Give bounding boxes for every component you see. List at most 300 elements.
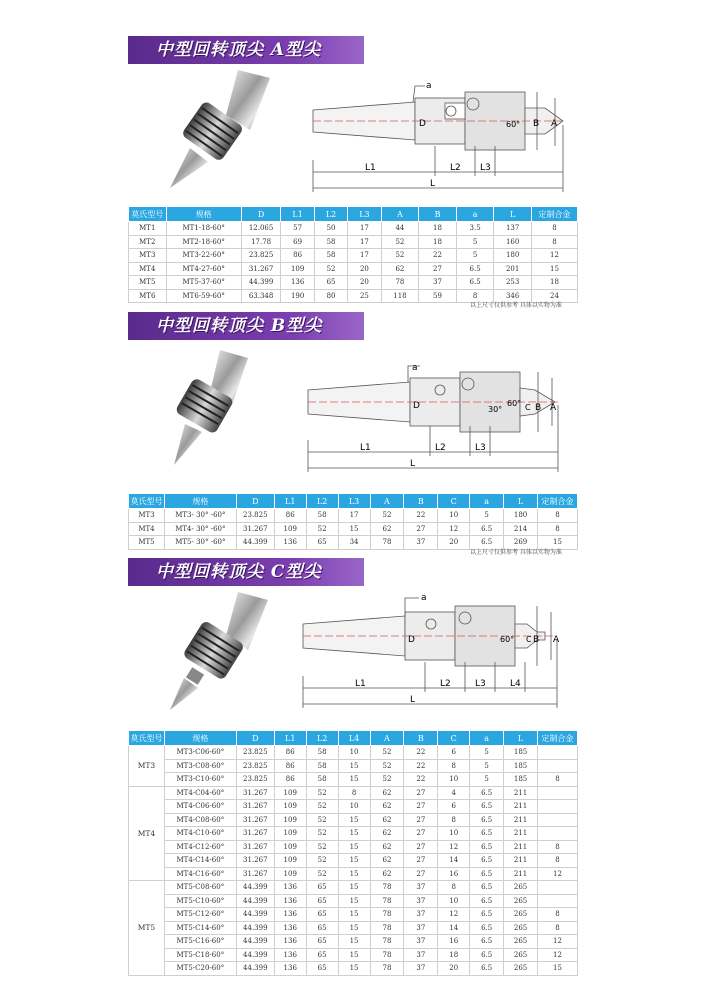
table-cell: 15 [338,827,370,841]
dim-b-big-a-label: A [550,403,557,413]
table-cell: 180 [504,509,538,523]
table-cell: 5 [456,249,494,263]
table-cell [538,746,578,760]
table-cell: 50 [314,222,347,236]
table-cell: 24 [531,289,577,303]
table-cell: 78 [370,881,404,895]
table-cell: 8 [538,921,578,935]
column-header: L1 [281,207,314,222]
table-cell: 62 [370,854,404,868]
table-cell: 65 [306,935,338,949]
table-cell: 160 [494,235,532,249]
table-cell: 10 [438,773,470,787]
table-cell: 269 [504,536,538,550]
table-cell: MT5-C18-60° [164,948,236,962]
table-cell: 211 [504,827,538,841]
table-cell: 15 [338,759,370,773]
table-cell: 265 [504,962,538,976]
dim-b-b-label: B [535,403,542,413]
table-cell: 52 [306,522,338,536]
table-cell: 5 [470,509,504,523]
table-cell: MT2-18-60° [166,235,241,249]
table-row [129,249,578,263]
table-cell: 78 [381,276,419,290]
table-cell: MT5-C10-60° [164,894,236,908]
table-cell: 23.825 [236,773,274,787]
table-cell: 27 [404,854,438,868]
group-model: MT3 [129,746,165,787]
table-row [129,773,578,787]
table-cell: 15 [338,962,370,976]
table-cell: 8 [531,222,577,236]
table-cell [538,881,578,895]
table-cell: 52 [306,786,338,800]
table-cell: 10 [438,894,470,908]
table-cell: 52 [370,773,404,787]
table-cell: 44.399 [236,881,274,895]
table-cell: MT3-C06-60° [164,746,236,760]
table-cell: 109 [274,813,306,827]
table-cell: 37 [404,894,438,908]
dim-b-l1-label: L1 [360,443,371,453]
table-cell: 17 [348,249,381,263]
table-row [129,908,578,922]
table-cell: 6.5 [470,522,504,536]
table-cell: 23.825 [236,509,274,523]
table-cell: 12.065 [241,222,281,236]
table-cell: 31.267 [236,522,274,536]
row-model: MT5 [129,276,167,290]
dim-d-label: D [419,119,426,129]
table-cell: 109 [274,522,306,536]
table-cell: 18 [419,222,457,236]
table-cell: 37 [404,935,438,949]
column-header: B [419,207,457,222]
table-cell: 265 [504,935,538,949]
table-cell: 52 [314,262,347,276]
dim-c-c-label: C [526,635,532,644]
table-row [129,800,578,814]
dim-big-a-label: A [551,119,558,129]
column-header: D [236,731,274,746]
table-cell: 15 [338,881,370,895]
table-cell: 69 [281,235,314,249]
table-cell: MT4-C06-60° [164,800,236,814]
table-cell: 44.399 [241,276,281,290]
table-cell: MT4-C14-60° [164,854,236,868]
table-cell: 8 [338,786,370,800]
column-header: A [381,207,419,222]
table-cell: 20 [348,276,381,290]
table-cell: 22 [404,509,438,523]
dim-b-label: B [533,119,540,129]
table-cell: 6.5 [470,948,504,962]
table-cell: 8 [438,881,470,895]
table-cell: 8 [538,522,578,536]
dim-c-d-label: D [408,635,415,645]
table-row [129,746,578,760]
column-header: C [438,494,470,509]
table-cell: 20 [348,262,381,276]
table-cell: 78 [370,935,404,949]
live-center-b-photo [160,350,270,470]
table-cell: 31.267 [236,867,274,881]
dim-c-l4-label: L4 [510,679,521,689]
table-cell: 109 [274,827,306,841]
table-cell: 52 [306,840,338,854]
table-cell: MT4-C10-60° [164,827,236,841]
table-cell: 78 [370,948,404,962]
table-cell: 185 [504,746,538,760]
column-header: D [241,207,281,222]
column-header: D [236,494,274,509]
table-cell: 37 [404,962,438,976]
table-cell: 6.5 [470,800,504,814]
table-row [129,262,578,276]
table-cell: 5 [470,746,504,760]
table-cell: MT4-C08-60° [164,813,236,827]
table-cell: 25 [348,289,381,303]
dim-c-l1-label: L1 [355,679,366,689]
dim-b-l3-label: L3 [475,443,486,453]
table-cell: 109 [274,786,306,800]
column-header: L3 [348,207,381,222]
table-row [129,867,578,881]
table-cell [538,800,578,814]
table-cell: 31.267 [236,786,274,800]
row-model: MT5 [129,536,165,550]
table-cell: 44.399 [236,962,274,976]
table-cell: 31.267 [236,800,274,814]
table-cell: 65 [306,908,338,922]
table-cell: 10 [338,800,370,814]
table-cell: 22 [404,773,438,787]
table-cell: 253 [494,276,532,290]
table-cell: 15 [531,262,577,276]
table-cell: 5 [470,773,504,787]
group-model: MT5 [129,881,165,976]
dim-b-d-label: D [413,401,420,411]
table-cell: 31.267 [241,262,281,276]
table-cell: 136 [274,894,306,908]
table-cell: 15 [538,962,578,976]
table-cell: 65 [306,962,338,976]
table-row [129,935,578,949]
column-header: L2 [306,731,338,746]
table-cell: 44.399 [236,921,274,935]
table-row [129,276,578,290]
table-row [129,786,578,800]
table-row [129,813,578,827]
table-cell: 52 [370,759,404,773]
table-cell: 57 [281,222,314,236]
table-cell: 37 [419,276,457,290]
table-cell: 211 [504,813,538,827]
live-center-c-photo [160,592,280,714]
table-row [129,921,578,935]
table-cell: 8 [538,509,578,523]
table-cell: 62 [370,786,404,800]
table-cell: 265 [504,894,538,908]
table-cell [538,827,578,841]
table-cell: 265 [504,881,538,895]
note-b: 以上尺寸仅供参考 具体以实物为准 [470,549,562,556]
column-header: 定制合金 [538,494,578,509]
table-cell: MT4-C04-60° [164,786,236,800]
table-cell: 37 [404,948,438,962]
dim-l2-label: L2 [450,163,461,173]
column-header: C [438,731,470,746]
table-cell: 14 [438,921,470,935]
table-cell: 17 [348,222,381,236]
row-model: MT6 [129,289,167,303]
dim-b-angle1-label: 30° [488,405,503,414]
table-cell: 78 [370,921,404,935]
table-cell: 136 [274,881,306,895]
column-header: L2 [314,207,347,222]
section-a-title: 中型回转顶尖 A型尖 [128,36,364,64]
table-cell: 27 [404,786,438,800]
table-cell: 15 [338,867,370,881]
table-cell: 44.399 [236,948,274,962]
table-cell: 15 [338,813,370,827]
table-cell: 118 [381,289,419,303]
live-center-a-photo [150,70,285,195]
table-cell: 346 [494,289,532,303]
table-cell: 52 [370,746,404,760]
table-cell: 136 [274,948,306,962]
table-cell: 12 [538,935,578,949]
table-cell: 27 [404,840,438,854]
table-cell: MT5-C12-60° [164,908,236,922]
table-cell: 8 [531,235,577,249]
table-cell: MT5-C20-60° [164,962,236,976]
column-header: L [504,494,538,509]
table-cell: 12 [538,867,578,881]
table-cell: 23.825 [236,759,274,773]
row-model: MT1 [129,222,167,236]
table-cell [538,813,578,827]
table-cell: MT4-27-60° [166,262,241,276]
table-cell: 86 [274,509,306,523]
table-cell: 10 [338,746,370,760]
dim-b-angle2-label: 60° [507,399,522,408]
table-cell: 23.825 [236,746,274,760]
table-row [129,759,578,773]
table-cell: 6.5 [470,894,504,908]
table-cell: 136 [281,276,314,290]
table-cell: MT4-C16-60° [164,867,236,881]
live-center-c-drawing [295,592,570,710]
table-cell: 52 [306,867,338,881]
table-cell: 10 [438,509,470,523]
table-cell: 136 [274,935,306,949]
table-cell: 8 [538,854,578,868]
table-cell: 65 [306,948,338,962]
table-cell: 109 [274,854,306,868]
table-cell: 211 [504,800,538,814]
table-cell: 22 [404,759,438,773]
table-cell: 3.5 [456,222,494,236]
table-cell: 58 [314,249,347,263]
table-cell: 6 [438,800,470,814]
table-cell: MT5- 30° -60° [164,536,236,550]
table-cell: 15 [338,773,370,787]
table-cell: 23.825 [241,249,281,263]
column-header: A [370,494,404,509]
column-header: L1 [274,731,306,746]
table-cell: 78 [370,908,404,922]
table-cell: 265 [504,921,538,935]
section-c-title: 中型回转顶尖 C型尖 [128,558,364,586]
dim-angle-label: 60° [506,120,521,129]
table-cell: 190 [281,289,314,303]
table-cell: 58 [306,773,338,787]
column-header: a [470,494,504,509]
table-cell: 37 [404,881,438,895]
table-cell: 15 [338,840,370,854]
table-cell: 211 [504,867,538,881]
table-cell: 59 [419,289,457,303]
table-cell: 27 [404,522,438,536]
table-cell: 52 [370,509,404,523]
table-cell: 18 [531,276,577,290]
table-cell: 6.5 [470,786,504,800]
table-row [129,840,578,854]
table-cell: 136 [274,536,306,550]
column-header: B [404,731,438,746]
table-row [129,962,578,976]
table-cell: MT6-59-60° [166,289,241,303]
table-cell: 6.5 [470,867,504,881]
table-cell: 6 [438,746,470,760]
table-cell: 18 [419,235,457,249]
table-row [129,222,578,236]
table-cell: MT5-C16-60° [164,935,236,949]
table-cell: 63.348 [241,289,281,303]
table-row [129,827,578,841]
column-header: a [470,731,504,746]
column-header: L4 [338,731,370,746]
table-cell: 65 [314,276,347,290]
table-cell: 15 [338,854,370,868]
table-cell: 58 [306,746,338,760]
table-cell: 44.399 [236,935,274,949]
column-header: 规格 [166,207,241,222]
table-cell: 44 [381,222,419,236]
table-cell: 22 [404,746,438,760]
table-cell: 37 [404,536,438,550]
live-center-b-drawing [300,360,565,475]
table-cell: 15 [338,522,370,536]
dim-c-l3-label: L3 [475,679,486,689]
table-cell: 62 [370,867,404,881]
table-cell: 62 [370,840,404,854]
table-cell: 86 [274,746,306,760]
table-cell: 6.5 [470,962,504,976]
table-row [129,948,578,962]
table-cell: MT3-C08-60° [164,759,236,773]
table-cell: 8 [438,759,470,773]
table-cell: 109 [274,800,306,814]
column-header: 定制合金 [531,207,577,222]
table-cell: 20 [438,962,470,976]
dim-c-b-label: B [533,635,540,645]
table-cell: 86 [281,249,314,263]
row-model: MT2 [129,235,167,249]
table-cell: 211 [504,840,538,854]
table-cell: 6.5 [470,935,504,949]
table-cell: MT4-C12-60° [164,840,236,854]
table-cell: 136 [274,962,306,976]
column-header: a [456,207,494,222]
dim-c-angle-label: 60° [500,635,515,644]
column-header: B [404,494,438,509]
table-cell: 65 [306,921,338,935]
table-cell: 34 [338,536,370,550]
dim-l1-label: L1 [365,163,376,173]
table-cell: 44.399 [236,894,274,908]
dim-b-c-label: C [525,403,531,412]
table-cell: MT5-C14-60° [164,921,236,935]
table-cell: 8 [456,289,494,303]
dim-l-label: L [430,179,436,189]
table-cell: 6.5 [470,813,504,827]
table-cell: 265 [504,908,538,922]
table-cell: 8 [438,813,470,827]
column-header: L [504,731,538,746]
table-cell: 10 [438,827,470,841]
table-row [129,854,578,868]
table-cell: 62 [370,522,404,536]
table-cell: 15 [338,948,370,962]
table-cell: 6.5 [470,908,504,922]
table-cell: 185 [504,759,538,773]
table-cell: 6.5 [470,536,504,550]
table-row [129,522,578,536]
table-row [129,235,578,249]
table-cell: 12 [531,249,577,263]
column-header: 定制合金 [538,731,578,746]
table-cell: 18 [438,948,470,962]
column-header: L [494,207,532,222]
table-row [129,894,578,908]
table-cell: 58 [314,235,347,249]
spec-table-c [128,730,578,976]
table-cell: 20 [438,536,470,550]
table-cell: 4 [438,786,470,800]
table-cell: 58 [306,509,338,523]
table-cell: 15 [338,908,370,922]
table-cell [538,759,578,773]
table-cell: 62 [370,827,404,841]
table-cell: MT3-22-60° [166,249,241,263]
table-cell: 86 [274,759,306,773]
table-cell: 109 [281,262,314,276]
table-cell: 12 [438,522,470,536]
note-a: 以上尺寸仅供参考 具体以实物为准 [470,302,562,309]
table-cell: 27 [419,262,457,276]
table-cell: 109 [274,840,306,854]
section-b-title: 中型回转顶尖 B型尖 [128,312,364,340]
row-model: MT3 [129,249,167,263]
table-cell: 6.5 [470,921,504,935]
table-cell: 214 [504,522,538,536]
table-cell: 8 [538,908,578,922]
dim-l3-label: L3 [480,163,491,173]
table-cell: 17 [348,235,381,249]
table-cell: 52 [306,854,338,868]
